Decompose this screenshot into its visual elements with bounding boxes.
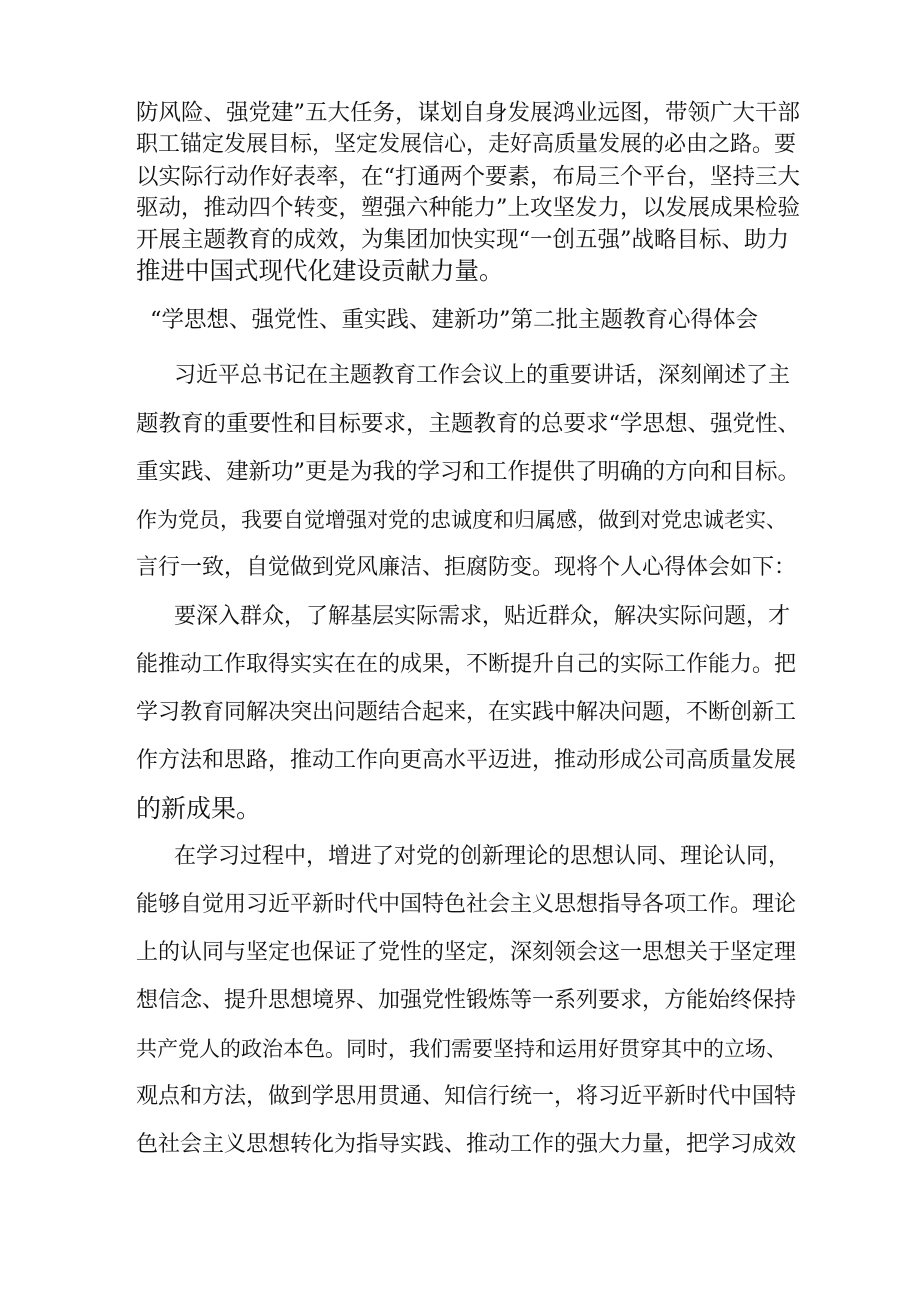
text-line: 驱动，推动四个转变，塑强六种能力”上攻坚发力，以发展成果检验 [136, 195, 801, 221]
text-line: 观点和方法，做到学思用贯通、知信行统一，将习近平新时代中国特 [136, 1084, 797, 1109]
text-line: 能推动工作取得实实在在的成果，不断提升自己的实际工作能力。把 [136, 652, 797, 677]
text-line: 开展主题教育的成效，为集团加快实现“一创五强”战略目标、助力 [136, 227, 790, 253]
text-line: 习近平总书记在主题教育工作会议上的重要讲话，深刻阐述了主 [174, 363, 791, 388]
text-line: 要深入群众，了解基层实际需求，贴近群众，解决实际问题，才 [174, 604, 791, 629]
text-line: 共产党人的政治本色。同时，我们需要坚持和运用好贯穿其中的立场、 [136, 1037, 787, 1061]
text-line: 想信念、提升思想境界、加强党性锻炼等一系列要求，方能始终保持 [136, 988, 797, 1013]
text-line: 以实际行动作好表率，在“打通两个要素，布局三个平台，坚持三大 [136, 164, 801, 190]
text-line: 作为党员，我要自觉增强对党的忠诚度和归属感，做到对党忠诚老实、 [136, 508, 787, 532]
text-line: 上的认同与坚定也保证了党性的坚定，深刻领会这一思想关于坚定理 [136, 940, 797, 965]
text-line: 能够自觉用习近平新时代中国特色社会主义思想指导各项工作。理论 [136, 892, 797, 917]
text-line: 色社会主义思想转化为指导实践、推动工作的强大力量，把学习成效 [136, 1132, 797, 1157]
text-line: 职工锚定发展目标，坚定发展信心，走好高质量发展的必由之路。要 [136, 132, 797, 157]
text-line: 学习教育同解决突出问题结合起来，在实践中解决问题，不断创新工 [136, 700, 797, 725]
text-line: 言行一致，自觉做到党风廉洁、拒腐防变。现将个人心得体会如下： [136, 555, 797, 580]
text-line: 在学习过程中，增进了对党的创新理论的思想认同、理论认同， [174, 844, 791, 869]
text-line: 题教育的重要性和目标要求，主题教育的总要求“学思想、强党性、 [136, 411, 801, 437]
section-title: “学思想、强党性、重实践、建新功”第二批主题教育心得体会 [150, 307, 759, 333]
text-line: 重实践、建新功”更是为我的学习和工作提供了明确的方向和目标。 [136, 459, 801, 485]
text-line: 防风险、强党建”五大任务，谋划自身发展鸿业远图，带领广大干部 [136, 100, 801, 126]
text-line: 推进中国式现代化建设贡献力量。 [136, 256, 504, 285]
text-line: 的新成果。 [136, 794, 262, 823]
text-line: 作方法和思路，推动工作向更高水平迈进，推动形成公司高质量发展 [136, 748, 797, 773]
